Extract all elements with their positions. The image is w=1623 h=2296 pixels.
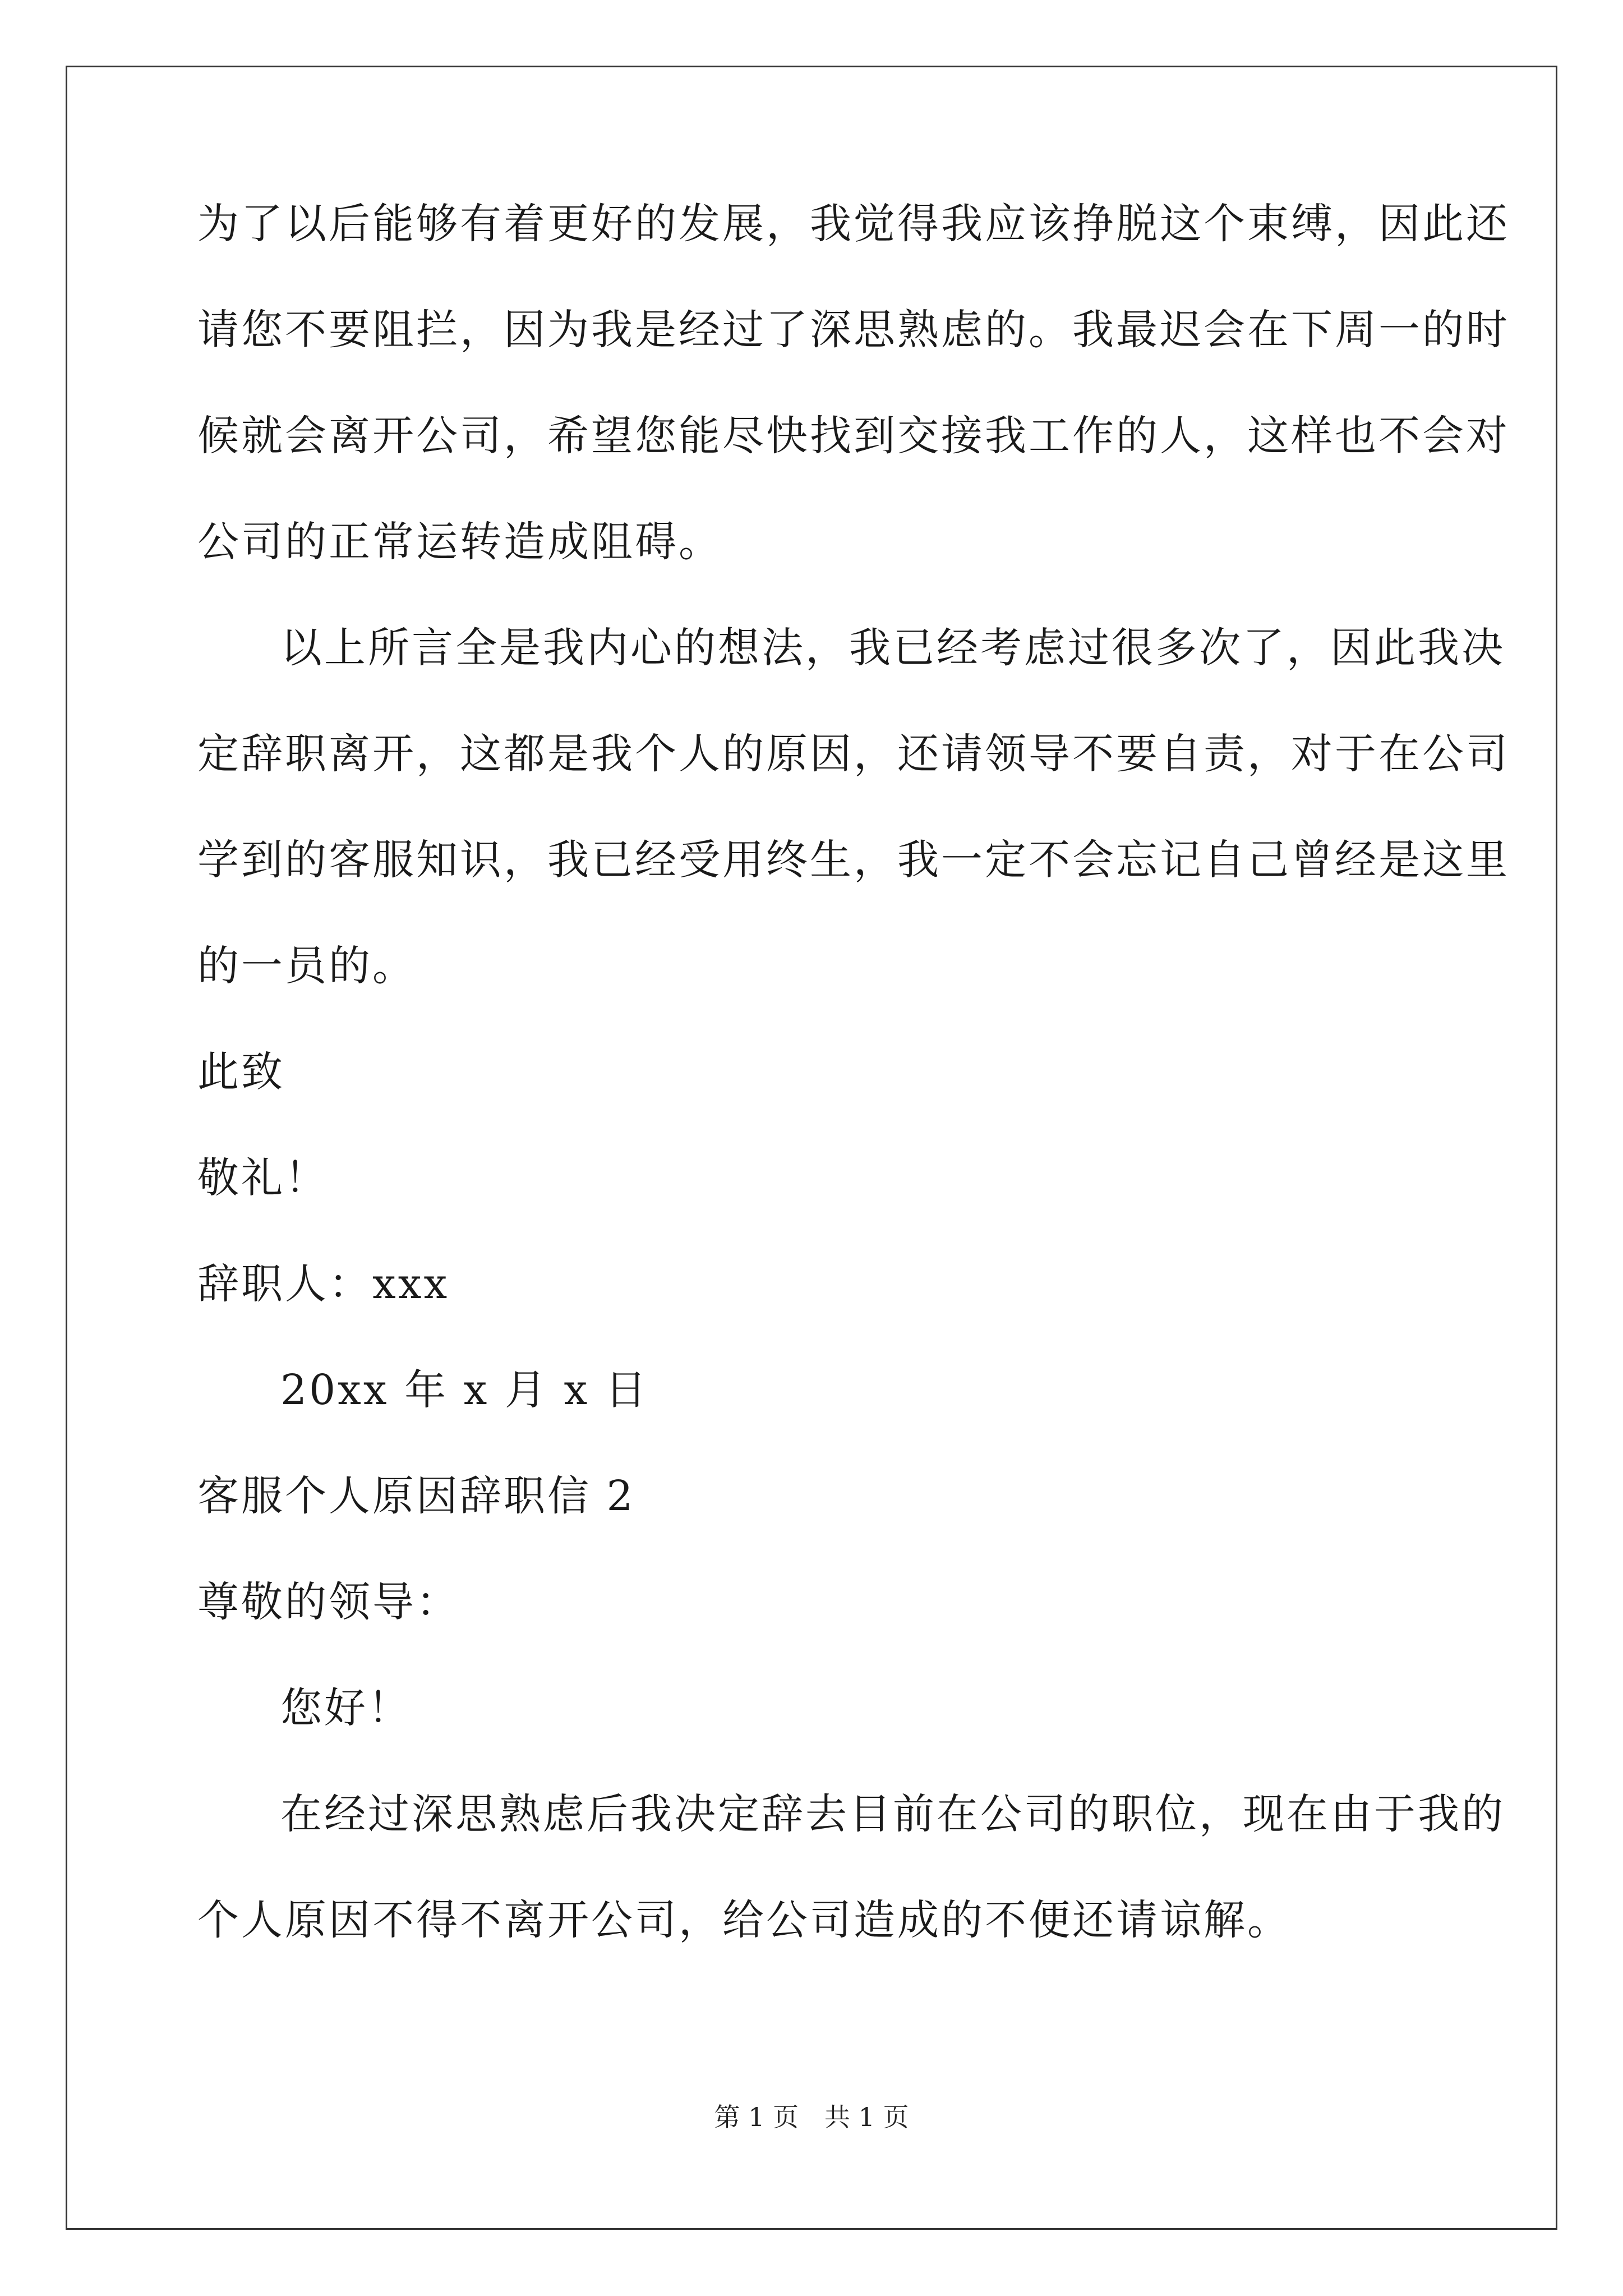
- paragraph-line: 为了以后能够有着更好的发展，我觉得我应该挣脱这个束缚，因此还: [197, 200, 1510, 248]
- paragraph-line: 定辞职离开，这都是我个人的原因，还请领导不要自责，对于在公司: [197, 730, 1510, 778]
- paragraph-line: 候就会离开公司，希望您能尽快找到交接我工作的人，这样也不会对: [197, 412, 1510, 460]
- paragraph-line: 学到的客服知识，我已经受用终生，我一定不会忘记自己曾经是这里: [197, 836, 1510, 884]
- greeting: 尊敬的领导：: [197, 1578, 460, 1626]
- closing-regards: 敬礼！: [197, 1154, 329, 1202]
- paragraph-line: 个人原因不得不离开公司，给公司造成的不便还请谅解。: [197, 1896, 1291, 1944]
- paragraph-line: 以上所言全是我内心的想法，我已经考虑过很多次了，因此我决: [280, 624, 1505, 672]
- date-line: 20xx 年 x 月 x 日: [280, 1366, 649, 1414]
- greeting-hello: 您好！: [280, 1684, 412, 1732]
- letter-title: 客服个人原因辞职信 2: [197, 1472, 635, 1520]
- paragraph-line: 请您不要阻拦，因为我是经过了深思熟虑的。我最迟会在下周一的时: [197, 306, 1510, 354]
- closing-salutation: 此致: [197, 1048, 285, 1096]
- paragraph-line: 公司的正常运转造成阻碍。: [197, 518, 722, 566]
- paragraph-line: 的一员的。: [197, 942, 416, 990]
- signature-line: 辞职人：xxx: [197, 1260, 450, 1308]
- paragraph-line: 在经过深思熟虑后我决定辞去目前在公司的职位，现在由于我的: [280, 1790, 1505, 1838]
- page-number: 第 1 页 共 1 页: [714, 2102, 909, 2132]
